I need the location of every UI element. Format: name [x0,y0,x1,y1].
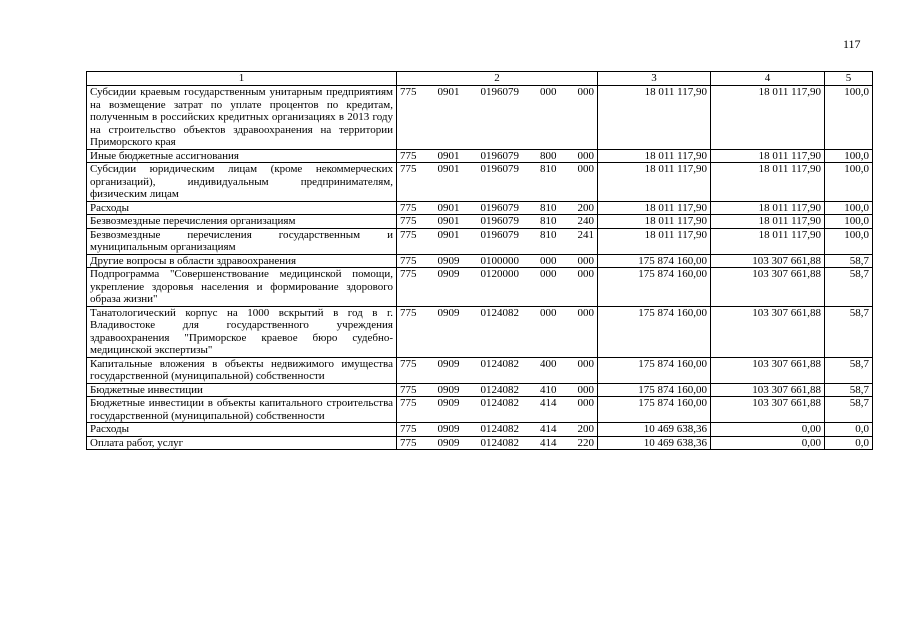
table-row [87,383,873,397]
code-target: 0196079 [480,201,519,214]
execution-percent: 100,0 [825,228,873,254]
code-vid: 810 [540,201,557,214]
executed-amount: 103 307 661,88 [711,383,825,397]
code-section: 0901 [437,228,460,241]
code-group [400,150,594,163]
table-row [87,268,873,307]
header-col-3: 3 [598,72,711,86]
execution-percent: 58,7 [825,397,873,423]
row-codes [397,268,598,307]
code-section: 0909 [437,423,460,435]
row-name: Другие вопросы в области здравоохранения [87,254,397,268]
code-section: 0901 [437,201,460,214]
table-row [87,215,873,229]
planned-amount: 18 011 117,90 [598,86,711,150]
code-kosgu: 200 [577,423,594,435]
code-target: 0196079 [480,228,519,241]
code-group [400,163,594,176]
page-number: 117 [843,37,861,51]
code-vid: 414 [540,397,557,409]
table-row [87,397,873,423]
execution-percent: 0,0 [825,436,873,450]
code-group [400,437,594,450]
code-admin: 775 [400,383,417,396]
row-name: Иные бюджетные ассигнования [87,149,397,163]
planned-amount: 10 469 638,36 [598,423,711,437]
table-row [87,357,873,383]
header-col-5: 5 [825,72,873,86]
executed-amount: 0,00 [711,436,825,450]
code-kosgu: 000 [577,397,594,409]
code-target: 0196079 [480,149,519,162]
code-group [400,86,594,99]
code-section: 0901 [437,86,460,98]
planned-amount: 10 469 638,36 [598,436,711,450]
code-vid: 810 [540,215,557,227]
executed-amount: 18 011 117,90 [711,228,825,254]
row-name: Расходы [87,423,397,437]
code-target: 0196079 [480,86,519,98]
row-name: Оплата работ, услуг [87,436,397,450]
executed-amount: 18 011 117,90 [711,149,825,163]
code-target: 0124082 [480,383,519,396]
planned-amount: 175 874 160,00 [598,268,711,307]
row-name: Капитальные вложения в объекты недвижимого имущества государственной (муниципальной) собственности [87,357,397,383]
header-col-4: 4 [711,72,825,86]
planned-amount: 18 011 117,90 [598,228,711,254]
code-group [400,397,594,410]
code-vid: 410 [540,383,557,396]
code-target: 0124082 [480,397,519,409]
row-codes [397,306,598,357]
row-name: Безвозмездные перечисления государственным и муниципальным организациям [87,228,397,254]
execution-percent: 58,7 [825,383,873,397]
code-group [400,255,594,268]
code-target: 0124082 [480,423,519,435]
header-col-2: 2 [397,72,598,86]
code-admin: 775 [400,86,417,98]
planned-amount: 18 011 117,90 [598,163,711,202]
code-section: 0909 [437,383,460,396]
code-group [400,229,594,242]
row-name: Безвозмездные перечисления организациям [87,215,397,229]
execution-percent: 100,0 [825,86,873,150]
code-vid: 000 [540,306,557,319]
code-group [400,215,594,228]
code-admin: 775 [400,436,417,449]
execution-percent: 0,0 [825,423,873,437]
code-admin: 775 [400,201,417,214]
code-admin: 775 [400,397,417,409]
execution-percent: 100,0 [825,149,873,163]
code-section: 0909 [437,254,460,267]
execution-percent: 58,7 [825,357,873,383]
executed-amount: 103 307 661,88 [711,268,825,307]
code-vid: 400 [540,357,557,370]
table-row [87,423,873,437]
planned-amount: 175 874 160,00 [598,357,711,383]
code-admin: 775 [400,306,417,319]
execution-percent: 100,0 [825,201,873,215]
executed-amount: 18 011 117,90 [711,215,825,229]
execution-percent: 100,0 [825,215,873,229]
table-row [87,306,873,357]
row-codes [397,357,598,383]
row-codes [397,86,598,150]
row-codes [397,254,598,268]
code-admin: 775 [400,268,417,280]
code-admin: 775 [400,215,417,227]
code-kosgu: 000 [577,254,594,267]
code-admin: 775 [400,228,417,241]
planned-amount: 18 011 117,90 [598,215,711,229]
code-group [400,268,594,281]
execution-percent: 100,0 [825,163,873,202]
code-admin: 775 [400,149,417,162]
code-vid: 810 [540,228,557,241]
code-kosgu: 240 [577,215,594,227]
code-vid: 000 [540,254,557,267]
table-row [87,436,873,450]
code-vid: 000 [540,86,557,98]
table-row [87,149,873,163]
row-name: Подпрограмма "Совершенствование медицинской помощи, укрепление здоровья населения и формирование здорового образа жизни" [87,268,397,307]
code-section: 0901 [437,215,460,227]
code-kosgu: 220 [577,436,594,449]
execution-percent: 58,7 [825,268,873,307]
code-section: 0909 [437,436,460,449]
code-vid: 000 [540,268,557,280]
executed-amount: 103 307 661,88 [711,357,825,383]
row-name: Субсидии юридическим лицам (кроме некоммерческих организаций), индивидуальным предпринимателям, физическим лицам [87,163,397,202]
code-section: 0901 [437,149,460,162]
executed-amount: 18 011 117,90 [711,86,825,150]
row-codes [397,201,598,215]
header-col-1: 1 [87,72,397,86]
table-row [87,163,873,202]
planned-amount: 175 874 160,00 [598,254,711,268]
row-name: Субсидии краевым государственным унитарным предприятиям на возмещение затрат по уплате процентов по кредитам, полученным в российских кредитных организациях в 2013 году на строительство объектов здравоохранения на территории Приморского края [87,86,397,150]
code-kosgu: 000 [577,149,594,162]
row-codes [397,215,598,229]
row-codes [397,423,598,437]
code-section: 0909 [437,306,460,319]
executed-amount: 103 307 661,88 [711,254,825,268]
code-target: 0100000 [480,254,519,267]
code-target: 0120000 [480,268,519,280]
code-target: 0124082 [480,436,519,449]
code-vid: 800 [540,149,557,162]
row-codes [397,436,598,450]
row-name: Танатологический корпус на 1000 вскрытий в год в г. Владивостоке для государственного учреждения здравоохранения "Приморское краевое бюро судебно-медицинской экспертизы" [87,306,397,357]
executed-amount: 103 307 661,88 [711,397,825,423]
code-kosgu: 000 [577,306,594,319]
budget-table [86,71,873,450]
code-target: 0124082 [480,357,519,370]
table-header-row [87,72,873,86]
code-group [400,358,594,371]
code-group [400,423,594,436]
code-kosgu: 000 [577,357,594,370]
code-kosgu: 241 [577,228,594,241]
row-codes [397,383,598,397]
code-target: 0196079 [480,163,519,175]
planned-amount: 175 874 160,00 [598,306,711,357]
planned-amount: 175 874 160,00 [598,383,711,397]
code-group [400,384,594,397]
executed-amount: 0,00 [711,423,825,437]
code-kosgu: 000 [577,268,594,280]
row-name: Бюджетные инвестиции [87,383,397,397]
planned-amount: 175 874 160,00 [598,397,711,423]
code-section: 0909 [437,357,460,370]
table-row [87,86,873,150]
code-vid: 810 [540,163,557,175]
code-section: 0909 [437,397,460,409]
planned-amount: 18 011 117,90 [598,201,711,215]
code-kosgu: 200 [577,201,594,214]
row-codes [397,149,598,163]
execution-percent: 58,7 [825,254,873,268]
code-kosgu: 000 [577,86,594,98]
table-row [87,254,873,268]
row-name: Расходы [87,201,397,215]
code-kosgu: 000 [577,163,594,175]
code-vid: 414 [540,423,557,435]
row-codes [397,228,598,254]
table-row [87,201,873,215]
executed-amount: 18 011 117,90 [711,201,825,215]
code-section: 0909 [437,268,460,280]
planned-amount: 18 011 117,90 [598,149,711,163]
executed-amount: 18 011 117,90 [711,163,825,202]
code-admin: 775 [400,423,417,435]
code-section: 0901 [437,163,460,175]
code-group [400,307,594,320]
table-row [87,228,873,254]
code-group [400,202,594,215]
code-target: 0124082 [480,306,519,319]
code-admin: 775 [400,163,417,175]
row-name: Бюджетные инвестиции в объекты капитального строительства государственной (муниципальной) собственности [87,397,397,423]
code-vid: 414 [540,436,557,449]
code-admin: 775 [400,357,417,370]
executed-amount: 103 307 661,88 [711,306,825,357]
code-target: 0196079 [480,215,519,227]
row-codes [397,397,598,423]
execution-percent: 58,7 [825,306,873,357]
code-kosgu: 000 [577,383,594,396]
code-admin: 775 [400,254,417,267]
row-codes [397,163,598,202]
